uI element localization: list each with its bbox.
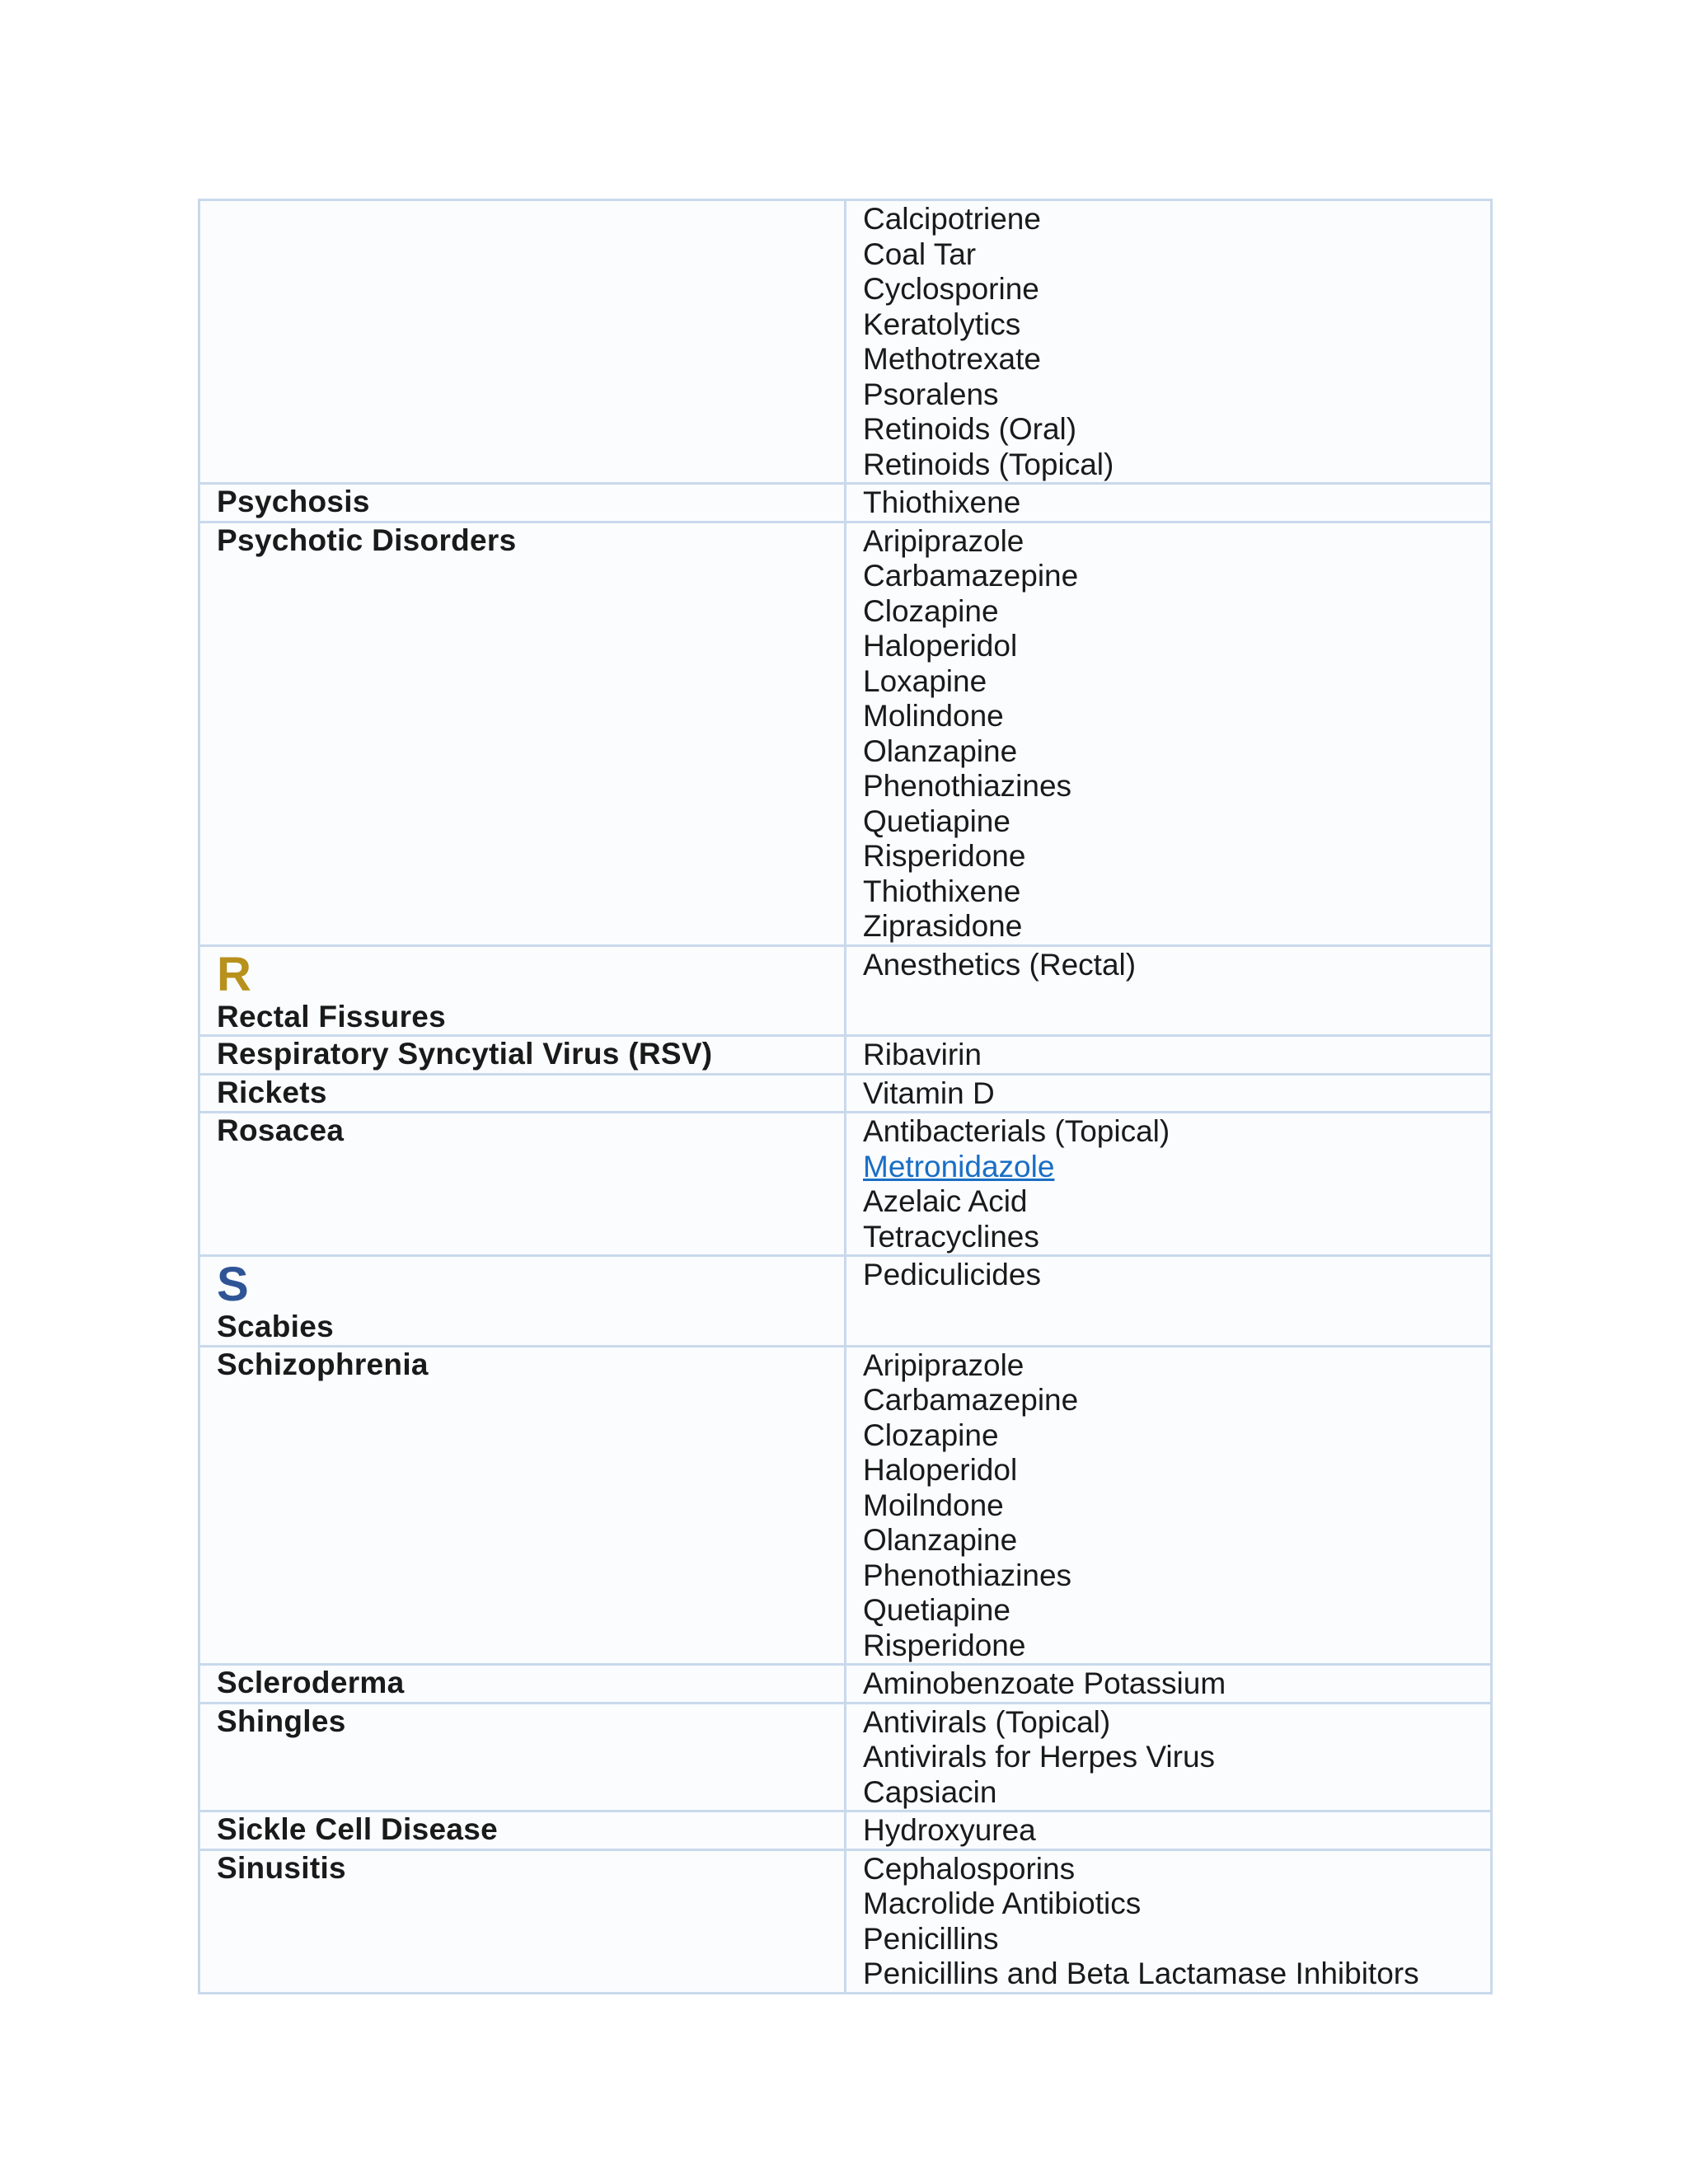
drug-cell [846, 1811, 1492, 1850]
condition-name: Sinusitis [217, 1850, 346, 1885]
condition-name: Scleroderma [217, 1666, 405, 1699]
drug-cell [846, 1849, 1492, 1993]
drug-name: Anesthetics (Rectal) [863, 947, 1137, 982]
drug-cell [846, 200, 1492, 484]
drug-name: Penicillins and Beta Lactamase Inhibitors [863, 1957, 1419, 1990]
drug-name: Penicillins [863, 1921, 999, 1956]
table-row [199, 1346, 1492, 1665]
condition-name: Respiratory Syncytial Virus (RSV) [217, 1037, 713, 1071]
drug-name: Haloperidol [863, 1453, 1018, 1487]
drug-cell [846, 1113, 1492, 1256]
condition-name: Rectal Fissures [217, 999, 447, 1033]
table-row [199, 1074, 1492, 1113]
condition-cell [199, 945, 846, 1036]
drug-cell [846, 1036, 1492, 1075]
table-row [199, 522, 1492, 945]
drug-name: Quetiapine [863, 1593, 1010, 1627]
drug-name: Aripiprazole [863, 1347, 1025, 1382]
drug-name: Retinoids (Oral) [863, 412, 1077, 446]
drug-name: Ziprasidone [863, 909, 1023, 943]
condition-name: Schizophrenia [217, 1347, 429, 1381]
table-row [199, 1256, 1492, 1347]
drug-name: Aminobenzoate Potassium [863, 1666, 1226, 1700]
drug-name: Moilndone [863, 1488, 1004, 1522]
table-row [199, 1811, 1492, 1850]
condition-name: Rosacea [217, 1113, 345, 1147]
drug-name: Clozapine [863, 1418, 999, 1452]
drug-cell [846, 1346, 1492, 1665]
drug-name: Loxapine [863, 663, 987, 698]
drug-name: Pediculicides [863, 1258, 1041, 1291]
drug-name: Calcipotriene [863, 202, 1041, 236]
condition-cell [199, 1665, 846, 1704]
drug-cell [846, 1074, 1492, 1113]
condition-name: Shingles [217, 1704, 346, 1738]
drug-name: Carbamazepine [863, 1383, 1079, 1417]
condition-cell [199, 1811, 846, 1850]
table-row [199, 1665, 1492, 1704]
table-row [199, 1703, 1492, 1811]
drug-cell [846, 1703, 1492, 1811]
drug-name: Antivirals (Topical) [863, 1704, 1111, 1739]
condition-cell [199, 522, 846, 945]
condition-name: Rickets [217, 1075, 327, 1109]
drug-name: Methotrexate [863, 342, 1041, 376]
table-row [199, 200, 1492, 484]
drug-name: Phenothiazines [863, 1558, 1072, 1592]
drug-name: Cephalosporins [863, 1851, 1076, 1886]
condition-name: Sickle Cell Disease [217, 1812, 498, 1846]
drug-name: Azelaic Acid [863, 1184, 1028, 1218]
condition-name: Scabies [217, 1310, 334, 1343]
drug-name: Macrolide Antibiotics [863, 1886, 1142, 1920]
table-body [199, 200, 1492, 1994]
drug-name: Risperidone [863, 1628, 1026, 1662]
drug-name: Olanzapine [863, 1523, 1018, 1557]
drug-name: Ribavirin [863, 1038, 982, 1071]
drug-name: Cyclosporine [863, 272, 1039, 306]
table-row [199, 1849, 1492, 1993]
condition-cell [199, 1849, 846, 1993]
drug-name: Aripiprazole [863, 523, 1025, 558]
drug-name: Thiothixene [863, 485, 1021, 519]
drug-cell [846, 1665, 1492, 1704]
drug-name: Hydroxyurea [863, 1813, 1036, 1847]
drug-name: Risperidone [863, 839, 1026, 873]
condition-name: Psychotic Disorders [217, 523, 517, 557]
table-row [199, 1113, 1492, 1256]
drug-cell [846, 1256, 1492, 1347]
drug-name: Thiothixene [863, 874, 1021, 908]
condition-cell [199, 1256, 846, 1347]
drug-name: Haloperidol [863, 629, 1018, 663]
condition-cell [199, 1113, 846, 1256]
condition-cell [199, 1036, 846, 1075]
table-row [199, 484, 1492, 523]
drug-name: Psoralens [863, 377, 999, 411]
drug-link[interactable]: Metronidazole [863, 1149, 1055, 1183]
drug-name: Antivirals for Herpes Virus [863, 1740, 1216, 1774]
condition-cell [199, 1074, 846, 1113]
condition-cell [199, 200, 846, 484]
drug-name: Antibacterials (Topical) [863, 1114, 1170, 1148]
condition-name: Psychosis [217, 485, 370, 518]
condition-drug-table [198, 199, 1493, 1994]
drug-cell [846, 522, 1492, 945]
section-letter: S [217, 1258, 249, 1311]
section-letter: R [217, 947, 252, 1001]
drug-name: Clozapine [863, 593, 999, 628]
drug-name: Retinoids (Topical) [863, 447, 1114, 481]
drug-cell [846, 484, 1492, 523]
drug-name: Capsiacin [863, 1774, 997, 1809]
condition-cell [199, 1703, 846, 1811]
drug-name: Keratolytics [863, 307, 1021, 341]
table-row [199, 945, 1492, 1036]
drug-name: Quetiapine [863, 804, 1010, 838]
table-row [199, 1036, 1492, 1075]
drug-name: Phenothiazines [863, 769, 1072, 803]
condition-cell [199, 1346, 846, 1665]
drug-cell [846, 945, 1492, 1036]
drug-name: Tetracyclines [863, 1219, 1039, 1254]
drug-name: Carbamazepine [863, 559, 1079, 593]
drug-name: Molindone [863, 699, 1004, 733]
drug-name: Vitamin D [863, 1076, 995, 1110]
drug-name: Coal Tar [863, 237, 977, 271]
condition-cell [199, 484, 846, 523]
drug-name: Olanzapine [863, 733, 1018, 768]
